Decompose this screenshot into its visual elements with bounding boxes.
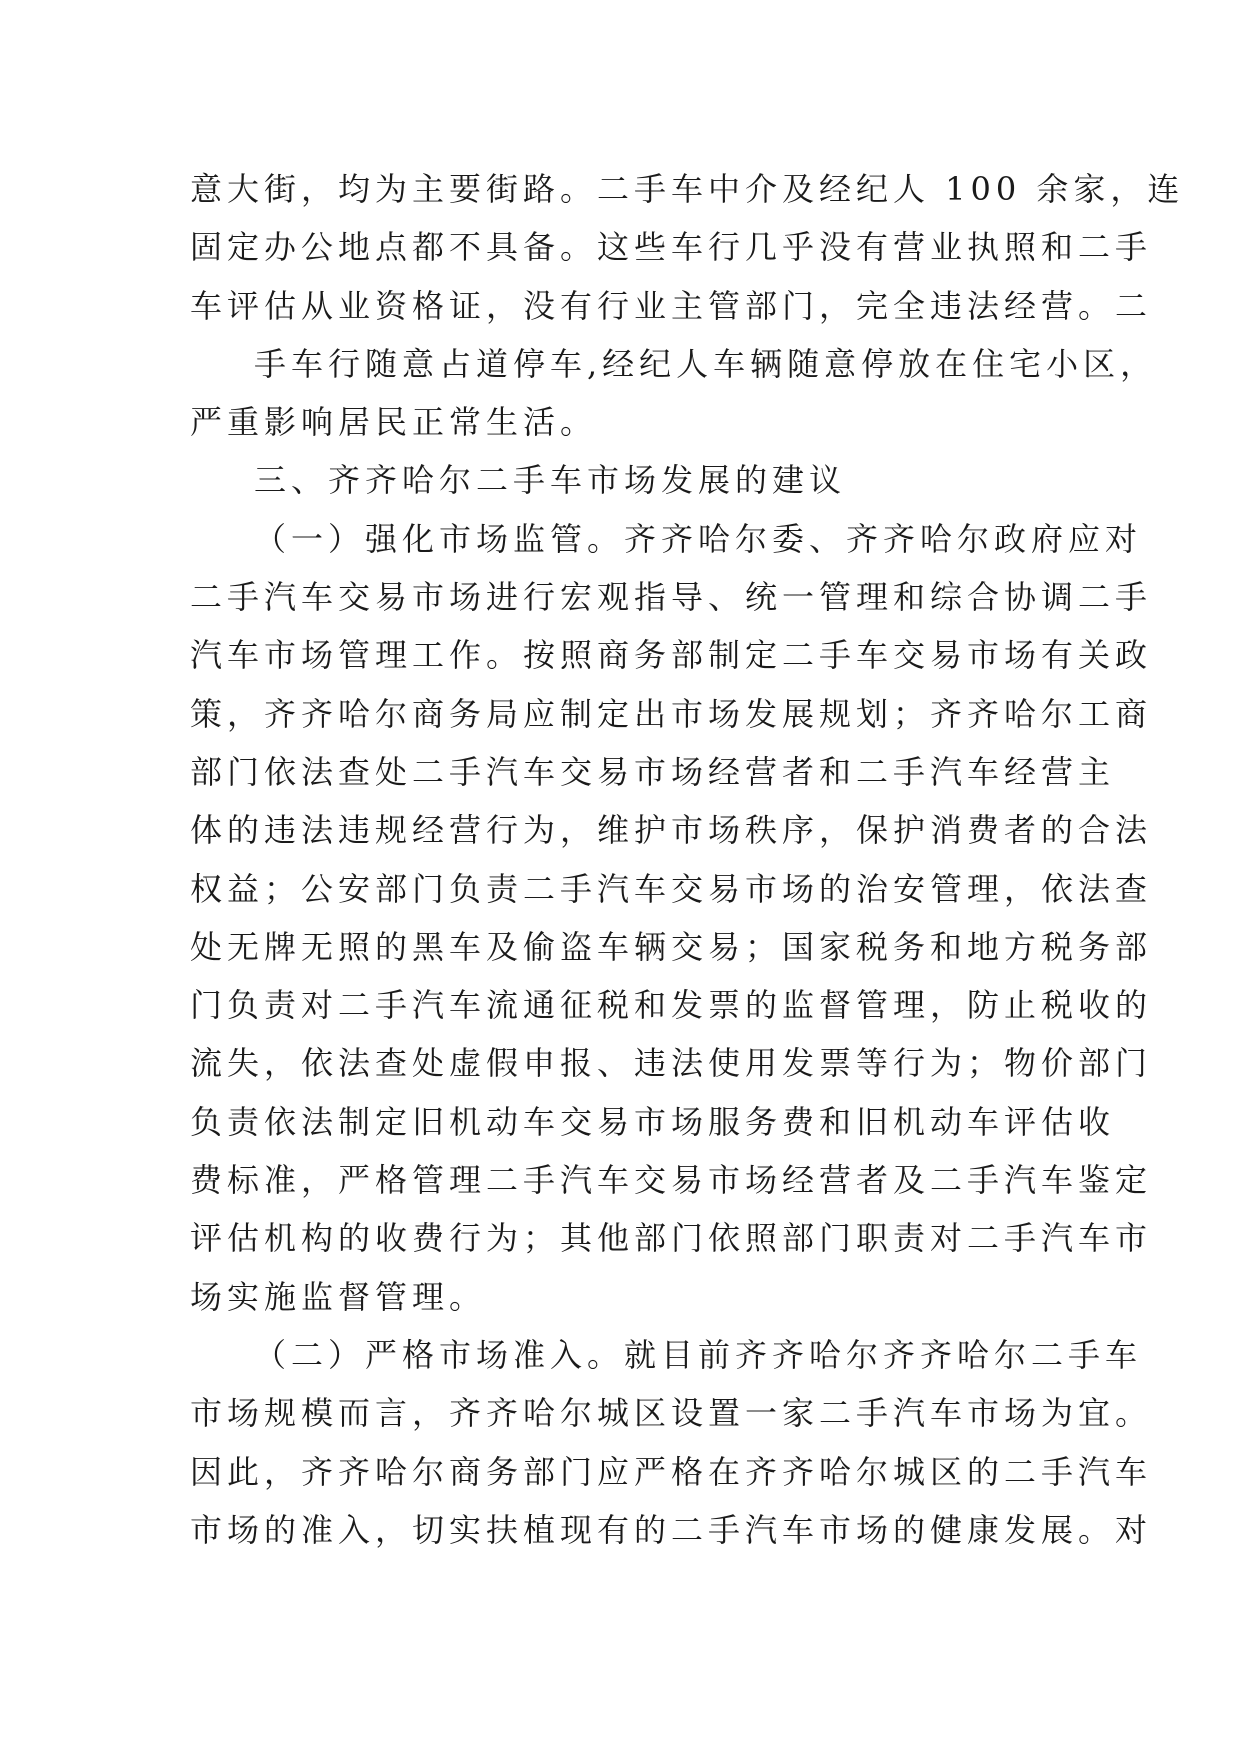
text-line: 手车行随意占道停车,经纪人车辆随意停放在住宅小区， (254, 344, 1158, 383)
text-line: 市场的准入，切实扶植现有的二手汽车市场的健康发展。对 (190, 1510, 1153, 1549)
text-line: 策，齐齐哈尔商务局应制定出市场发展规划；齐齐哈尔工商 (190, 694, 1153, 733)
text-line: 门负责对二手汽车流通征税和发票的监督管理，防止税收的 (190, 986, 1153, 1025)
text-line: 费标准，严格管理二手汽车交易市场经营者及二手汽车鉴定 (190, 1161, 1153, 1200)
text-line: 流失，依法查处虚假申报、违法使用发票等行为；物价部门 (190, 1044, 1153, 1083)
text-line: 权益；公安部门负责二手汽车交易市场的治安管理，依法查 (190, 869, 1153, 908)
text-line: 二手汽车交易市场进行宏观指导、统一管理和综合协调二手 (190, 578, 1153, 617)
text-line: （一）强化市场监管。齐齐哈尔委、齐齐哈尔政府应对 (254, 519, 1143, 558)
text-line: 部门依法查处二手汽车交易市场经营者和二手汽车经营主 (190, 752, 1116, 791)
text-line: 因此，齐齐哈尔商务部门应严格在齐齐哈尔城区的二手汽车 (190, 1452, 1153, 1491)
text-line: 意大街，均为主要街路。二手车中介及经纪人 100 余家，连 (190, 170, 1185, 208)
text-line: 负责依法制定旧机动车交易市场服务费和旧机动车评估收 (190, 1102, 1116, 1141)
text-line: 场实施监督管理。 (190, 1277, 487, 1316)
text-line: 处无牌无照的黑车及偷盗车辆交易；国家税务和地方税务部 (190, 927, 1153, 966)
section-heading: 三、齐齐哈尔二手车市场发展的建议 (254, 461, 847, 500)
text-line: 严重影响居民正常生活。 (190, 403, 598, 442)
text-line: 市场规模而言，齐齐哈尔城区设置一家二手汽车市场为宜。 (190, 1394, 1153, 1433)
text-line: 汽车市场管理工作。按照商务部制定二手车交易市场有关政 (190, 636, 1153, 675)
text-line: 评估机构的收费行为；其他部门依照部门职责对二手汽车市 (190, 1219, 1153, 1258)
text-line: 体的违法违规经营行为，维护市场秩序，保护消费者的合法 (190, 811, 1153, 850)
document-body (190, 160, 1185, 1559)
text-line: 车评估从业资格证，没有行业主管部门，完全违法经营。二 (190, 286, 1153, 325)
text-line: （二）严格市场准入。就目前齐齐哈尔齐齐哈尔二手车 (254, 1335, 1143, 1374)
text-line: 固定办公地点都不具备。这些车行几乎没有营业执照和二手 (190, 228, 1153, 267)
